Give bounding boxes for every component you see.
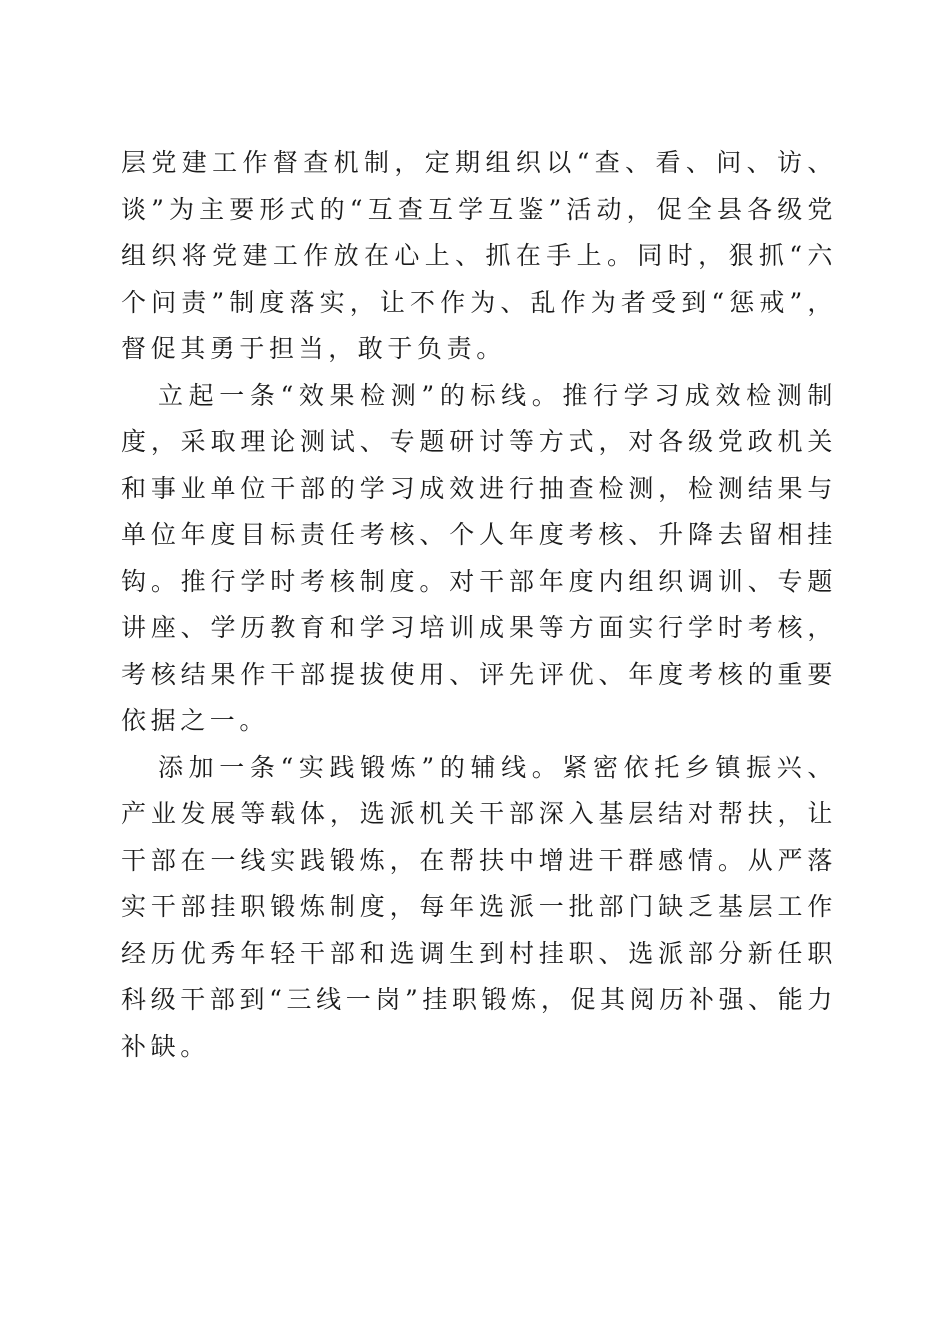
paragraph-effect-testing: 立起一条“效果检测”的标线。推行学习成效检测制度，采取理论测试、专题研讨等方式，对各级党政机关和事业单位干部的学习成效进行抽查检测，检测结果与单位年度目标责任考核、个人年度考核、升降去留相挂钩。推行学时考核制度。对干部年度内组织调训、专题讲座、学历教育和学习培训成果等方面实行学时考核，考核结果作干部提拔使用、评先评优、年度考核的重要依据之一。 [121,380,837,735]
paragraph-continuation: 层党建工作督查机制，定期组织以“查、看、问、访、谈”为主要形式的“互查互学互鉴”活动，促全县各级党组织将党建工作放在心上、抓在手上。同时，狠抓“六个问责”制度落实，让不作为、乱作为者受到“惩戒”，督促其勇于担当，敢于负责。 [121,148,837,363]
paragraph-practice-training: 添加一条“实践锻炼”的辅线。紧密依托乡镇振兴、产业发展等载体，选派机关干部深入基层结对帮扶，让干部在一线实践锻炼，在帮扶中增进干群感情。从严落实干部挂职锻炼制度，每年选派一批部门缺乏基层工作经历优秀年轻干部和选调生到村挂职、选派部分新任职科级干部到“三线一岗”挂职锻炼，促其阅历补强、能力补缺。 [121,752,837,1061]
document-body [121,140,837,1070]
